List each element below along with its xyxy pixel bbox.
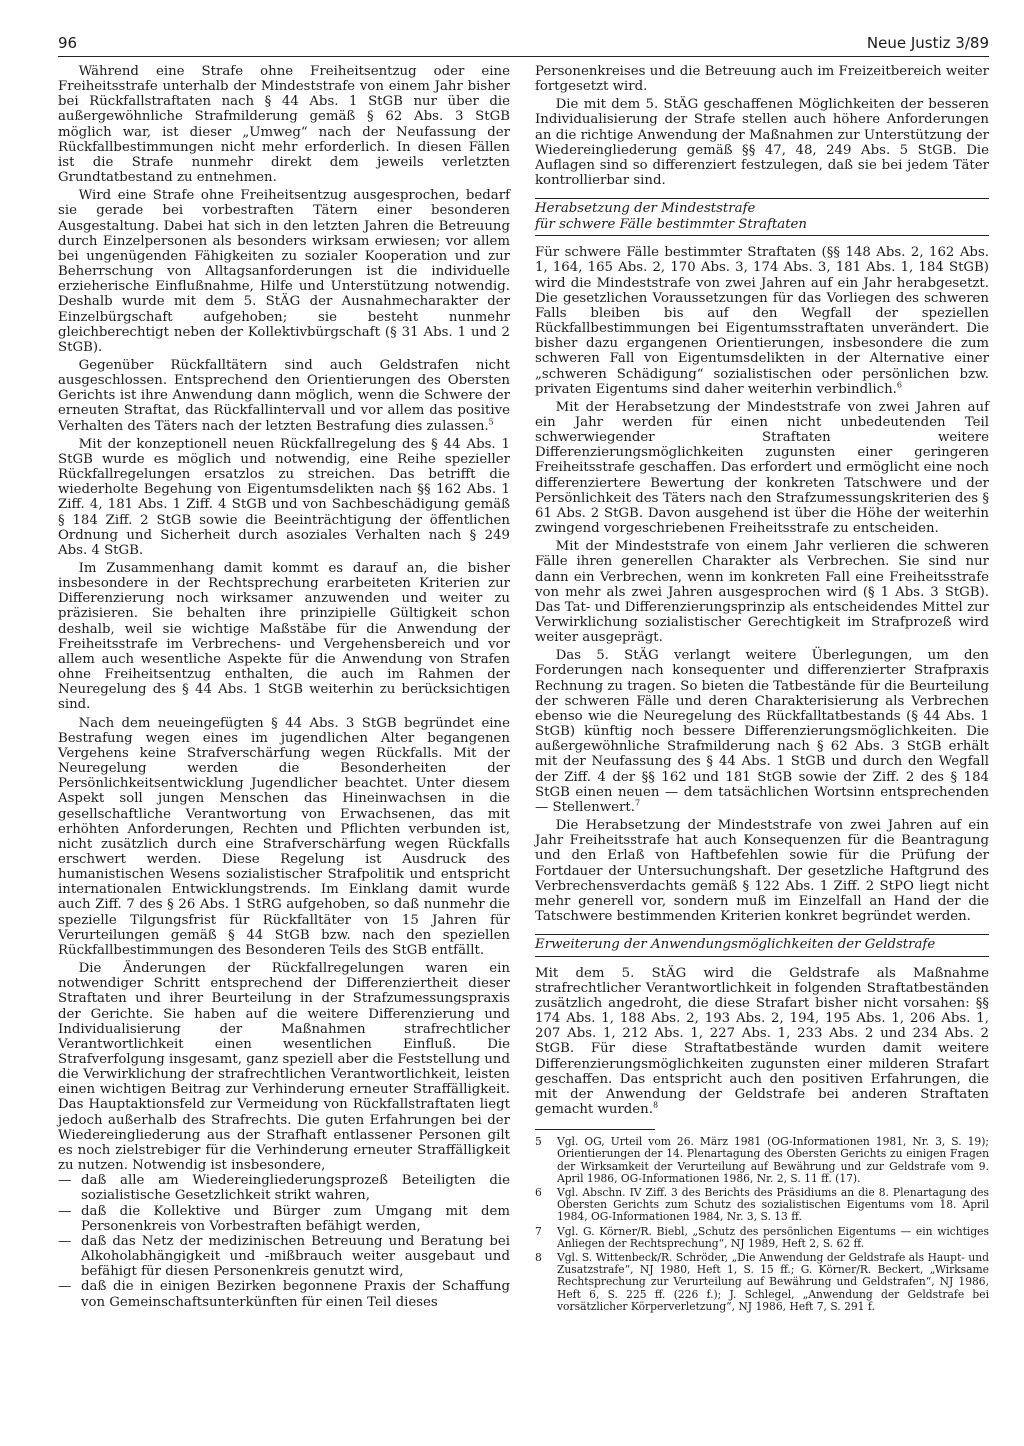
footnote-ref: 8 xyxy=(652,1100,659,1110)
footnotes xyxy=(535,1136,989,1313)
footnote-text: Vgl. OG, Urteil vom 26. März 1981 (OG-Informationen 1981, Nr. 3, S. 19); Orientierungen der 14. Plenartagung des Obersten Gerichts zu einigen Fragen der Wirksamkeit der Verurteilung auf Bewährung und zur Geldstrafe vom 9. April 1986, OG-Informationen 1986, Nr. 2, S. 11 ff. (17). xyxy=(557,1135,989,1185)
paragraph: Während eine Strafe ohne Freiheitsentzug oder eine Freiheitsstrafe unterhalb der Mindeststrafe von einem Jahr bisher bei Rückfallstraftaten nach § 44 Abs. 1 StGB nur über die außergewöhnliche Strafmilderung gemäß § 62 Abs. 3 StGB möglich war, ist dieser „Umweg“ nach der Neufassung der Rückfallbestimmungen nicht mehr erforderlich. In diesen Fällen ist die Strafe nunmehr direkt dem jeweils verletzten Grundtatbestand zu entnehmen. xyxy=(58,64,510,186)
paragraph: Wird eine Strafe ohne Freiheitsentzug ausgesprochen, bedarf sie gerade bei vorbestraften Tätern einer besonderen Ausgestaltung. Dabei hat sich in den letzten Jahren die Betreuung durch Einzelpersonen als besonders wirksam erwiesen; vor allem bei ungenügenden Fähigkeiten zu sozialer Kooperation und zur Beherrschung von Alltagsanforderungen ist die individuelle erzieherische Einflußnahme, Hilfe und Unterstützung notwendig. Deshalb wurde mit dem 5. StÄG der Ausnahmecharakter der Einzelbürgschaft aufgehoben; sie besteht nunmehr gleichberechtigt neben der Kollektivbürgschaft (§ 31 Abs. 1 und 2 StGB). xyxy=(58,188,510,355)
list-item: — daß das Netz der medizinischen Betreuung und Beratung bei Alkoholabhängigkeit und -mißbrauch weiter ausgebaut und befähigt für diesen Personenkreis genutzt wird, xyxy=(58,1234,510,1279)
left-column xyxy=(58,64,510,1310)
footnote xyxy=(535,1136,989,1185)
paragraph: Personenkreises und die Betreuung auch im Freizeitbereich weiter fortgesetzt wird. xyxy=(535,64,989,95)
paragraph: Mit der Mindeststrafe von einem Jahr verlieren die schweren Fälle ihren generellen Charakter als Verbrechen. Sie sind nur dann ein Verbrechen, wenn im konkreten Fall eine Freiheitsstrafe von mehr als zwei Jahren ausgesprochen wird (§ 1 Abs. 3 StGB). Das Tat- und Differenzierungsprinzip als entscheidendes Mittel zur Verwirklichung sozialistischer Gerechtigkeit im Strafprozeß wird weiter ausgeprägt. xyxy=(535,539,989,646)
section-heading-line: für schwere Fälle bestimmter Straftaten xyxy=(535,216,807,232)
section-heading xyxy=(535,198,989,236)
right-column xyxy=(535,64,989,1313)
footnote-text: Vgl. Abschn. IV Ziff. 3 des Berichts des Präsidiums an die 8. Plenartagung des Obersten Gerichts zum Schutz des sozialistischen Eigentums vom 18. April 1984, OG-Informationen 1984, Nr. 3, S. 13 ff. xyxy=(557,1186,989,1224)
paragraph: Im Zusammenhang damit kommt es darauf an, die bisher insbesondere in der Rechtsprechung erarbeiteten Kriterien zur Differenzierung noch wirksamer anzuwenden und weiter zu präzisieren. Sie behalten ihre prinzipielle Gültigkeit schon deshalb, weil sie wichtige Maßstäbe für die Anwendung der Freiheitsstrafe im Verbrechens- und Vergehensbereich und vor allem auch wesentliche Aspekte für die Anwendung von Strafen ohne Freiheitsentzug enthalten, die auch im Rahmen der Neuregelung des § 44 Abs. 1 StGB weiterhin zu berücksichtigen sind. xyxy=(58,561,510,713)
list-item: — daß die Kollektive und Bürger zum Umgang mit dem Personenkreis von Vorbestraften befähigt werden, xyxy=(58,1204,510,1234)
paragraph: Mit der konzeptionell neuen Rückfallregelung des § 44 Abs. 1 StGB wurde es möglich und notwendig, eine Reihe spezieller Rückfallregelungen ersatzlos zu streichen. Das betrifft die wiederholte Begehung von Eigentumsdelikten nach §§ 162 Abs. 1 Ziff. 4, 181 Abs. 1 Ziff. 4 StGB und von Sachbeschädigung gemäß § 184 Ziff. 2 StGB sowie die Beeinträchtigung der öffentlichen Ordnung und Sicherheit durch asoziales Verhalten nach § 249 Abs. 4 StGB. xyxy=(58,436,510,558)
paragraph xyxy=(535,966,989,1118)
footnote-number: 6 xyxy=(535,1186,542,1199)
paragraph: Die Änderungen der Rückfallregelungen waren ein notwendiger Schritt entsprechend der Differenziertheit dieser Straftaten und ihrer Beurteilung in der Strafzumessungspraxis der Gerichte. Sie haben auf die weitere Differenzierung und Individualisierung der Maßnahmen strafrechtlicher Verantwortlichkeit einen wesentlichen Einfluß. Die Strafverfolgung insgesamt, ganz speziell aber die Feststellung und die Verwirklichung der strafrechtlichen Verantwortlichkeit, leisten einen wichtigen Beitrag zur Verhinderung erneuter Straffälligkeit. Das Hauptaktionsfeld zur Vermeidung von Rückfallstraftaten liegt jedoch außerhalb des Strafrechts. Die guten Erfahrungen bei der Wiedereingliederung aus der Strafhaft entlassener Personen gilt es noch zielstrebiger für die Verhinderung erneuter Straffälligkeit zu nutzen. Notwendig ist insbesondere, xyxy=(58,961,510,1174)
footnote-ref: 6 xyxy=(896,380,902,390)
paragraph xyxy=(535,648,989,815)
paragraph xyxy=(535,245,989,397)
footnote-rule xyxy=(535,1129,655,1130)
footnote-text: Vgl. S. Wittenbeck/R. Schröder, „Die Anwendung der Geldstrafe als Haupt- und Zusatzstrafe“, NJ 1980, Heft 1, S. 15 ff.; G. Körner/R. Beckert, „Wirksame Rechtsprechung zur Verurteilung auf Bewährung und Geldstrafen“, NJ 1986, Heft 6, S. 225 ff. (226 f.); J. Schlegel, „Anwendung der Geldstrafe bei vorsätzlicher Körperverletzung“, NJ 1986, Heft 7, S. 291 f. xyxy=(557,1251,989,1313)
section-heading-line: Erweiterung der Anwendungsmöglichkeiten der Geldstrafe xyxy=(535,937,936,953)
paragraph: Nach dem neueingefügten § 44 Abs. 3 StGB begründet eine Bestrafung wegen eines im jugendlichen Alter begangenen Vergehens keine Strafverschärfung wegen Rückfalls. Mit der Neuregelung werden die Besonderheiten der Persönlichkeitsentwicklung Jugendlicher beachtet. Unter diesem Aspekt soll jungen Menschen das Hineinwachsen in die gesellschaftliche Verantwortung von Erwachsenen, das mit erhöhten Anforderungen, Rechten und Pflichten verbunden ist, nicht zusätzlich durch eine Strafverschärfung wegen Rückfalls erschwert werden. Diese Regelung ist Ausdruck des humanistischen Wesens sozialistischer Strafpolitik und entspricht internationalen Entwicklungstrends. Im Einklang damit wurde auch Ziff. 7 des § 26 Abs. 1 StRG aufgehoben, so daß nunmehr die spezielle Tilgungsfrist für Rückfalltäter von 15 Jahren für Verurteilungen gemäß § 44 StGB bzw. nach den speziellen Rückfallbestimmungen des Besonderen Teils des StGB entfällt. xyxy=(58,715,510,958)
paragraph-text: Gegenüber Rückfalltätern sind auch Geldstrafen nicht ausgeschlossen. Entsprechend den Orientierungen des Obersten Gerichts ist ihre Anwendung dann möglich, wenn die Schwere der erneuten Straftat, das Rückfallintervall und vor allem das positive Verhalten des Täters nach der letzten Bestrafung dies zulassen. xyxy=(58,357,510,434)
journal-title: Neue Justiz 3/89 xyxy=(866,34,989,52)
footnote-ref: 7 xyxy=(634,798,641,808)
footnote xyxy=(535,1226,989,1250)
footnote-number: 7 xyxy=(535,1224,542,1238)
footnote-text: Vgl. G. Körner/R. Biebl, „Schutz des persönlichen Eigentums — ein wichtiges Anliegen der Rechtsprechung“, NJ 1989, Heft 2, S. 62 ff. xyxy=(557,1224,989,1250)
footnote xyxy=(535,1187,989,1224)
section-heading-line: Herabsetzung der Mindeststrafe xyxy=(535,201,756,217)
paragraph xyxy=(58,358,510,434)
dash-list xyxy=(58,1173,510,1309)
footnote-number: 5 xyxy=(535,1135,542,1149)
page-number: 96 xyxy=(58,34,78,52)
paragraph-text: Mit dem 5. StÄG wird die Geldstrafe als Maßnahme strafrechtlicher Verantwortlichkeit in folgenden Straftatbeständen zusätzlich angedroht, die diese Strafart bisher nicht vorsahen: §§ 174 Abs. 1, 188 Abs. 2, 193 Abs. 2, 194, 195 Abs. 1, 206 Abs. 1, 207 Abs. 1, 212 Abs. 1, 227 Abs. 1, 233 Abs. 2 und 234 Abs. 2 StGB. Für diese Straftatbestände wurden damit weitere Differenzierungsmöglichkeiten zugunsten einer milderen Strafart geschaffen. Das entspricht auch den positiven Erfahrungen, die mit der Anwendung der Geldstrafe bei anderen Straftaten gemacht wurden. xyxy=(535,965,989,1118)
footnote-ref: 5 xyxy=(488,417,494,427)
list-item: — daß die in einigen Bezirken begonnene Praxis der Schaffung von Gemeinschaftsunterkünften für einen Teil dieses xyxy=(58,1279,510,1309)
list-item: — daß alle am Wiedereingliederungsprozeß Beteiligten die sozialistische Gesetzlichkeit strikt wahren, xyxy=(58,1173,510,1203)
paragraph: Mit der Herabsetzung der Mindeststrafe von zwei Jahren auf ein Jahr werden für einen nicht unbedeutenden Teil schwerwiegender Straftaten weitere Differenzierungsmöglichkeiten zugunsten einer geringeren Freiheitsstrafe geschaffen. Das erfordert und ermöglicht eine noch differenziertere Bewertung der konkreten Tatschwere und der Persönlichkeit des Täters nach den Strafzumessungskriterien des § 61 Abs. 2 StGB. Davon ausgehend ist über die Höhe der weiterhin zwingend vorgeschriebenen Freiheitsstrafe zu entscheiden. xyxy=(535,399,989,537)
footnote-number: 8 xyxy=(535,1251,542,1265)
section-heading xyxy=(535,934,989,957)
paragraph-text: Für schwere Fälle bestimmter Straftaten (§§ 148 Abs. 2, 162 Abs. 1, 164, 165 Abs. 2, 170 Abs. 3, 174 Abs. 3, 181 Abs. 1, 184 StGB) wird die Mindeststrafe von zwei Jahren auf ein Jahr herabgesetzt. Die gesetzlichen Voraussetzungen für das Vorliegen des schweren Falls bleiben bis auf den Wegfall der speziellen Rückfallbestimmungen bei Eigentumsstraftaten unverändert. Die bisher dazu ergangenen Orientierungen, insbesondere die zum schweren Fall von Eigentumsdelikten in der Alternative einer „schweren Schädigung“ sozialistischen oder persönlichen bzw. privaten Eigentums sind daher weiterhin verbindlich. xyxy=(535,245,989,397)
footnote xyxy=(535,1252,989,1313)
paragraph: Die Herabsetzung der Mindeststrafe von zwei Jahren auf ein Jahr Freiheitsstrafe hat auch Konsequenzen für die Beantragung und den Erlaß von Haftbefehlen sowie für die Prüfung der Fortdauer der Untersuchungshaft. Der gesetzliche Haftgrund des Verbrechensverdachts gemäß § 122 Abs. 1 Ziff. 2 StPO liegt nicht mehr generell vor, sondern muß im Einzelfall an Hand der die Tatschwere bestimmenden Kriterien konkret begründet werden. xyxy=(535,818,989,924)
paragraph: Die mit dem 5. StÄG geschaffenen Möglichkeiten der besseren Individualisierung der Strafe stellen auch höhere Anforderungen an die richtige Anwendung der Maßnahmen zur Unterstützung der Wiedereingliederung gemäß §§ 47, 48, 249 Abs. 5 StGB. Die Auflagen sind so differenziert festzulegen, daß sie bei jedem Täter kontrollierbar sind. xyxy=(535,97,989,189)
header-rule xyxy=(58,56,989,57)
paragraph-text: Das 5. StÄG verlangt weitere Überlegungen, um den Forderungen nach konsequenter und differenzierter Strafpraxis Rechnung zu tragen. So bieten die Tatbestände für die Beurteilung der schweren Fälle und deren Charakterisierung als Verbrechen ebenso wie die Neuregelung des Rückfalltatbestands (§ 44 Abs. 1 StGB) künftig noch bessere Differenzierungsmöglichkeiten. Die außergewöhnliche Strafmilderung nach § 62 Abs. 3 StGB erhält mit der Neufassung des § 44 Abs. 1 StGB und durch den Wegfall der Ziff. 4 der §§ 162 und 181 StGB sowie der Ziff. 2 des § 184 StGB einen neuen — dem tatsächlichen Wortsinn entsprechenden — Stellenwert. xyxy=(535,648,989,815)
